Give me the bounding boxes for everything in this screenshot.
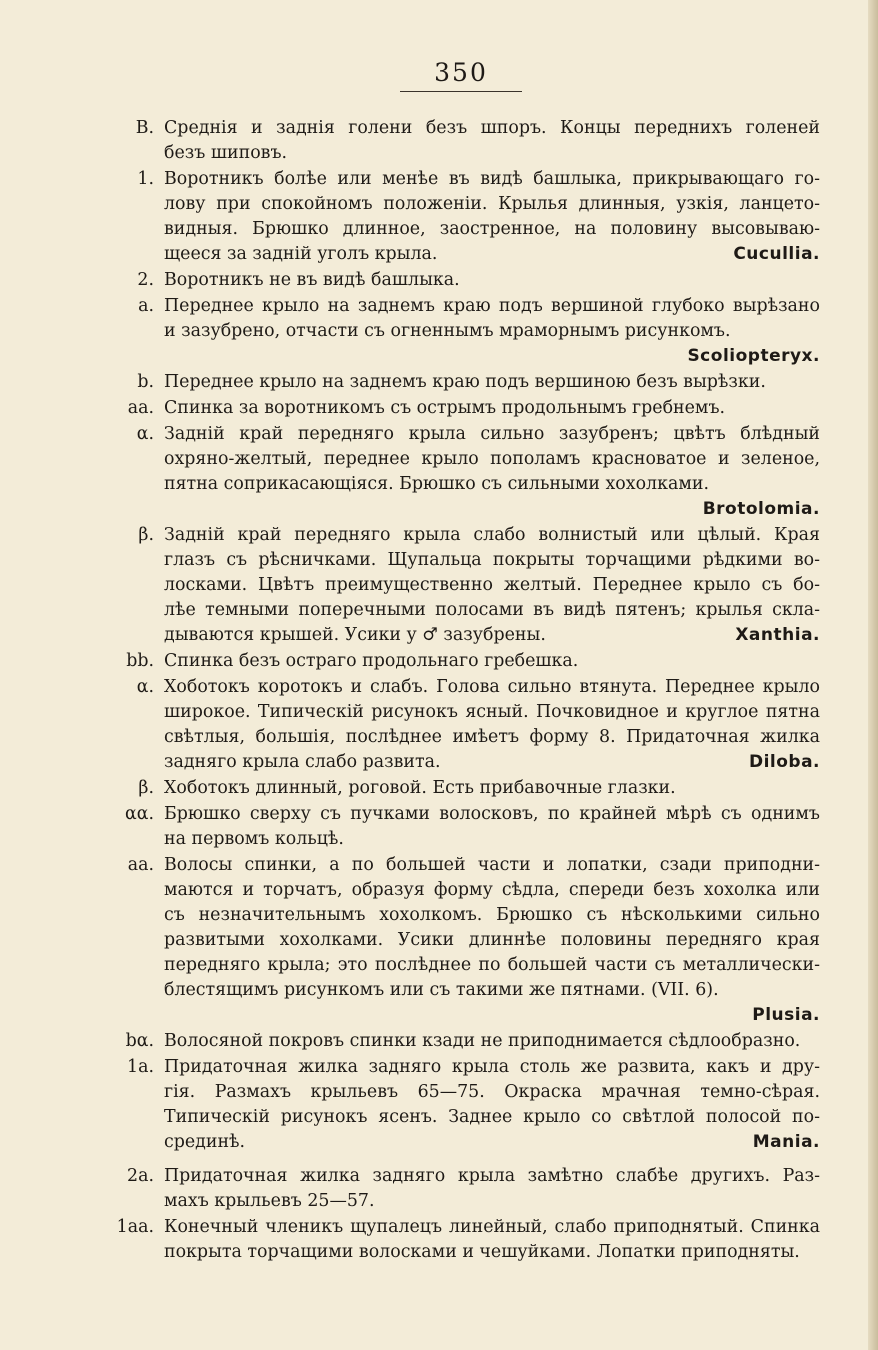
entry-line: Типическiй рисунокъ ясенъ. Заднее крыло со свѣтлой полосой по- bbox=[164, 1107, 820, 1127]
key-text bbox=[108, 116, 820, 1266]
key-entry bbox=[108, 1215, 820, 1265]
entry-line-text: срединѣ. bbox=[164, 1132, 246, 1152]
entry-label: b. bbox=[137, 372, 154, 392]
entry-line: Волосяной покровъ спинки кзади не приподнимается сѣдлообразно. bbox=[164, 1031, 801, 1051]
entry-line bbox=[164, 242, 820, 267]
entry-line: Придаточная жилка задняго крыла замѣтно слабѣе другихъ. Раз- bbox=[164, 1166, 820, 1186]
entry-line: Заднiй край передняго крыла сильно зазубренъ; цвѣтъ блѣдный bbox=[164, 424, 820, 444]
entry-line: передняго крыла; это послѣднее по большей части съ металлически- bbox=[164, 955, 820, 975]
page-header bbox=[400, 58, 522, 92]
entry-line: Хоботокъ коротокъ и слабъ. Голова сильно втянута. Переднее крыло bbox=[164, 677, 820, 697]
entry-line: съ незначительнымъ хохолкомъ. Брюшко съ нѣсколькими сильно bbox=[164, 905, 820, 925]
entry-line: на первомъ кольцѣ. bbox=[164, 829, 344, 849]
entry-label: bα. bbox=[125, 1031, 154, 1051]
entry-line: охряно-желтый, переднее крыло пополамъ красноватое и зеленое, bbox=[164, 449, 820, 469]
genus-name: Diloba. bbox=[748, 752, 820, 772]
entry-line: маются и торчатъ, образуя форму сѣдла, спереди безъ хохолка или bbox=[164, 880, 820, 900]
key-entry bbox=[108, 370, 820, 395]
entry-line: безъ шиповъ. bbox=[164, 143, 288, 163]
entry-line: Воротникъ не въ видѣ башлыка. bbox=[164, 270, 460, 290]
entry-label: β. bbox=[138, 525, 154, 545]
key-entry bbox=[108, 396, 820, 421]
key-entry bbox=[108, 422, 820, 522]
entry-label: bb. bbox=[126, 651, 154, 671]
entry-line bbox=[164, 1130, 820, 1155]
entry-label: 1aa. bbox=[116, 1217, 154, 1237]
entry-line: пятна соприкасающіяся. Брюшко съ сильными хохолками. bbox=[164, 474, 709, 494]
entry-line: блестящимъ рисункомъ или съ такими же пятнами. (VII. 6). bbox=[164, 980, 719, 1000]
entry-line bbox=[164, 623, 820, 648]
key-entry bbox=[108, 268, 820, 293]
entry-line: Хоботокъ длинный, роговой. Есть прибавочные глазки. bbox=[164, 778, 676, 798]
header-rule bbox=[400, 91, 522, 92]
key-entry bbox=[108, 776, 820, 801]
entry-line: широкое. Типическiй рисунокъ ясный. Почковидное и круглое пятна bbox=[164, 702, 820, 722]
key-entry bbox=[108, 802, 820, 852]
entry-label: α. bbox=[136, 677, 154, 697]
key-entry bbox=[108, 294, 820, 369]
entry-line: видныя. Брюшко длинное, заостренное, на половину высовываю- bbox=[164, 219, 820, 239]
entry-line-text: задняго крыла слабо развита. bbox=[164, 752, 441, 772]
entry-line: махъ крыльевъ 25—57. bbox=[164, 1191, 375, 1211]
genus-name: Plusia. bbox=[752, 1005, 820, 1025]
entry-line-text: щееся за заднiй уголъ крыла. bbox=[164, 244, 438, 264]
entry-line: и зазубрено, отчасти съ огненнымъ мраморнымъ рисункомъ. bbox=[164, 321, 731, 341]
key-entry bbox=[108, 649, 820, 674]
entry-line: лову при спокойномъ положеніи. Крылья длинныя, узкія, ланцето- bbox=[164, 194, 820, 214]
entry-line: гія. Размахъ крыльевъ 65—75. Окраска мрачная темно-сѣрая. bbox=[164, 1082, 820, 1102]
genus-name: Cucullia. bbox=[733, 244, 820, 264]
entry-label: 1. bbox=[137, 169, 154, 189]
key-entry bbox=[108, 1055, 820, 1155]
entry-line: Спинка безъ остраго продольнаго гребешка. bbox=[164, 651, 579, 671]
entry-line: лѣе темными поперечными полосами въ видѣ пятенъ; крылья скла- bbox=[164, 600, 820, 620]
entry-line: глазъ съ рѣсничками. Щупальца покрыты торчащими рѣдкими во- bbox=[164, 550, 820, 570]
entry-label: a. bbox=[138, 296, 154, 316]
entry-line: Воротникъ болѣе или менѣе въ видѣ башлыка, прикрывающаго го- bbox=[164, 169, 820, 189]
entry-label: α. bbox=[136, 424, 154, 444]
key-entry bbox=[108, 853, 820, 1028]
entry-line: Заднiй край передняго крыла слабо волнистый или цѣлый. Края bbox=[164, 525, 820, 545]
genus-name: Mania. bbox=[752, 1132, 820, 1152]
genus-name: Xanthia. bbox=[735, 625, 820, 645]
entry-line: Волосы спинки, а по большей части и лопатки, сзади приподни- bbox=[164, 855, 820, 875]
entry-label: 2a. bbox=[127, 1166, 154, 1186]
key-entry bbox=[108, 167, 820, 267]
key-entry bbox=[108, 675, 820, 775]
entry-label: aa. bbox=[127, 398, 154, 418]
entry-line: Среднія и заднія голени безъ шпоръ. Концы переднихъ голеней bbox=[164, 118, 820, 138]
entry-label: αα. bbox=[124, 804, 154, 824]
entry-label: 2. bbox=[137, 270, 154, 290]
entry-line: развитыми хохолками. Усики длиннѣе половины передняго края bbox=[164, 930, 820, 950]
page-number: 350 bbox=[434, 58, 488, 87]
entry-line bbox=[164, 750, 820, 775]
entry-line: лосками. Цвѣтъ преимущественно желтый. Переднее крыло съ бо- bbox=[164, 575, 820, 595]
genus-name: Scoliopteryx. bbox=[687, 346, 820, 366]
entry-label: aa. bbox=[127, 855, 154, 875]
entry-gap bbox=[108, 1156, 820, 1164]
genus-name: Brotolomia. bbox=[702, 499, 820, 519]
entry-line: Придаточная жилка задняго крыла столь же развита, какъ и дру- bbox=[164, 1057, 820, 1077]
entry-label: B. bbox=[135, 118, 154, 138]
entry-line: Переднее крыло на заднемъ краю подъ вершиной глубоко вырѣзано bbox=[164, 296, 820, 316]
entry-line: покрыта торчащими волосками и чешуйками. Лопатки приподняты. bbox=[164, 1242, 800, 1262]
key-entry bbox=[108, 523, 820, 648]
entry-line: Спинка за воротникомъ съ острымъ продольнымъ гребнемъ. bbox=[164, 398, 726, 418]
entry-line: Переднее крыло на заднемъ краю подъ вершиною безъ вырѣзки. bbox=[164, 372, 766, 392]
entry-line: Конечный членикъ щупалецъ линейный, слабо приподнятый. Спинка bbox=[164, 1217, 820, 1237]
page-edge bbox=[868, 0, 878, 1350]
entry-label: β. bbox=[138, 778, 154, 798]
key-entry bbox=[108, 1164, 820, 1214]
entry-label: 1a. bbox=[127, 1057, 154, 1077]
key-entry bbox=[108, 1029, 820, 1054]
entry-line: свѣтлыя, большія, послѣднее имѣетъ форму 8. Придаточная жилка bbox=[164, 727, 820, 747]
entry-line-text: дываются крышей. Усики у ♂ зазубрены. bbox=[164, 625, 546, 645]
key-entry bbox=[108, 116, 820, 166]
entry-line: Брюшко сверху съ пучками волосковъ, по крайней мѣрѣ съ однимъ bbox=[164, 804, 820, 824]
